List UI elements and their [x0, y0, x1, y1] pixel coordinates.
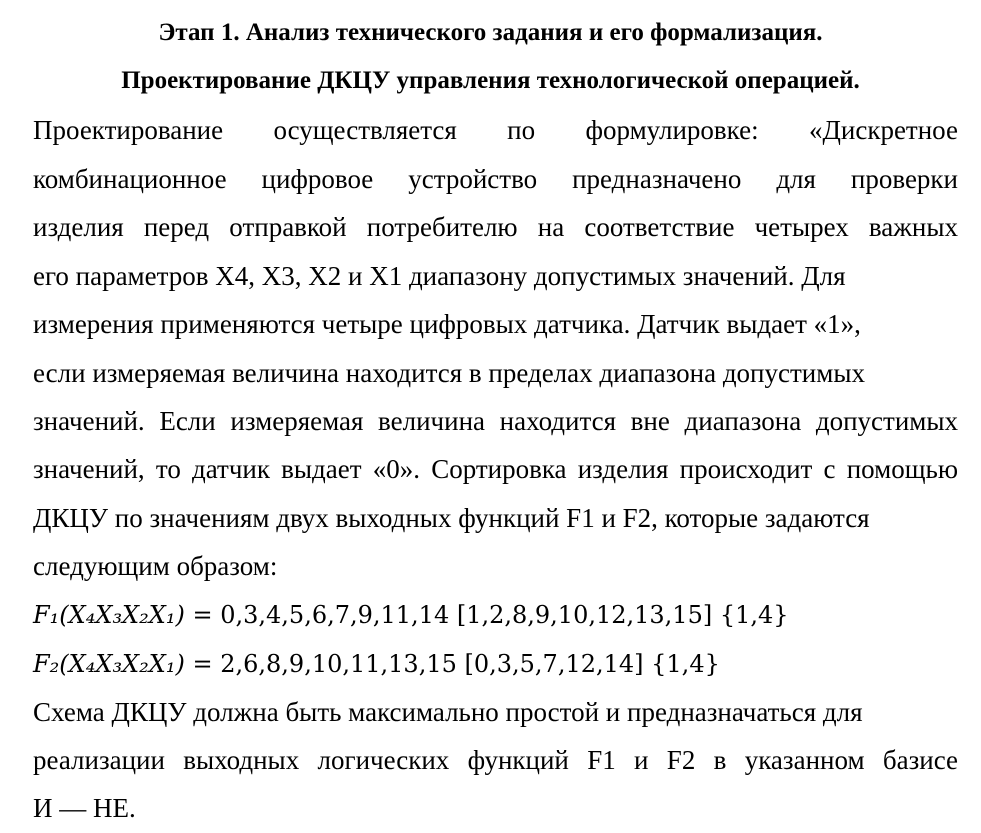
body-line: следующим образом: — [33, 551, 278, 581]
body-line: его параметров X4, X3, X2 и X1 диапазону допустимых значений. Для — [33, 261, 846, 291]
body-line: значений, то датчик выдает «0». Сортировка изделия происходит с помощью — [33, 454, 958, 484]
formula-f2-function: F₂ — [33, 650, 60, 678]
formula-f1-arguments: (X₄X₃X₂X₁) — [59, 601, 185, 629]
formula-f1-definition: = 0,3,4,5,6,7,9,11,14 [1,2,8,9,10,12,13,15] {1,4} — [192, 601, 789, 629]
formula-f1 — [33, 598, 789, 632]
closing-line: Схема ДКЦУ должна быть максимально простой и предназначаться для — [33, 697, 863, 727]
closing-line: И — НЕ. — [33, 793, 136, 823]
formula-f2 — [33, 647, 720, 681]
body-line: комбинационное цифровое устройство предназначено для проверки — [33, 164, 958, 194]
body-line: измерения применяются четыре цифровых датчика. Датчик выдает «1», — [33, 309, 861, 339]
body-line: ДКЦУ по значениям двух выходных функций F1 и F2, которые задаются — [33, 503, 870, 533]
body-line: если измеряемая величина находится в пределах диапазона допустимых — [33, 358, 865, 388]
body-line: значений. Если измеряемая величина находится вне диапазона допустимых — [33, 406, 958, 436]
formula-f2-definition: = 2,6,8,9,10,11,13,15 [0,3,5,7,12,14] {1,4} — [192, 650, 720, 678]
body-line: Проектирование осуществляется по формулировке: «Дискретное — [33, 115, 958, 145]
body-line: изделия перед отправкой потребителю на соответствие четырех важных — [33, 212, 958, 242]
heading-line-2: Проектирование ДКЦУ управления технологической операцией. — [121, 67, 860, 94]
closing-line: реализации выходных логических функций F1 и F2 в указанном базисе — [33, 745, 958, 775]
formula-f1-function: F₁ — [33, 601, 60, 629]
heading-line-1: Этап 1. Анализ технического задания и его формализация. — [158, 19, 823, 46]
formula-f2-arguments: (X₄X₃X₂X₁) — [59, 650, 185, 678]
